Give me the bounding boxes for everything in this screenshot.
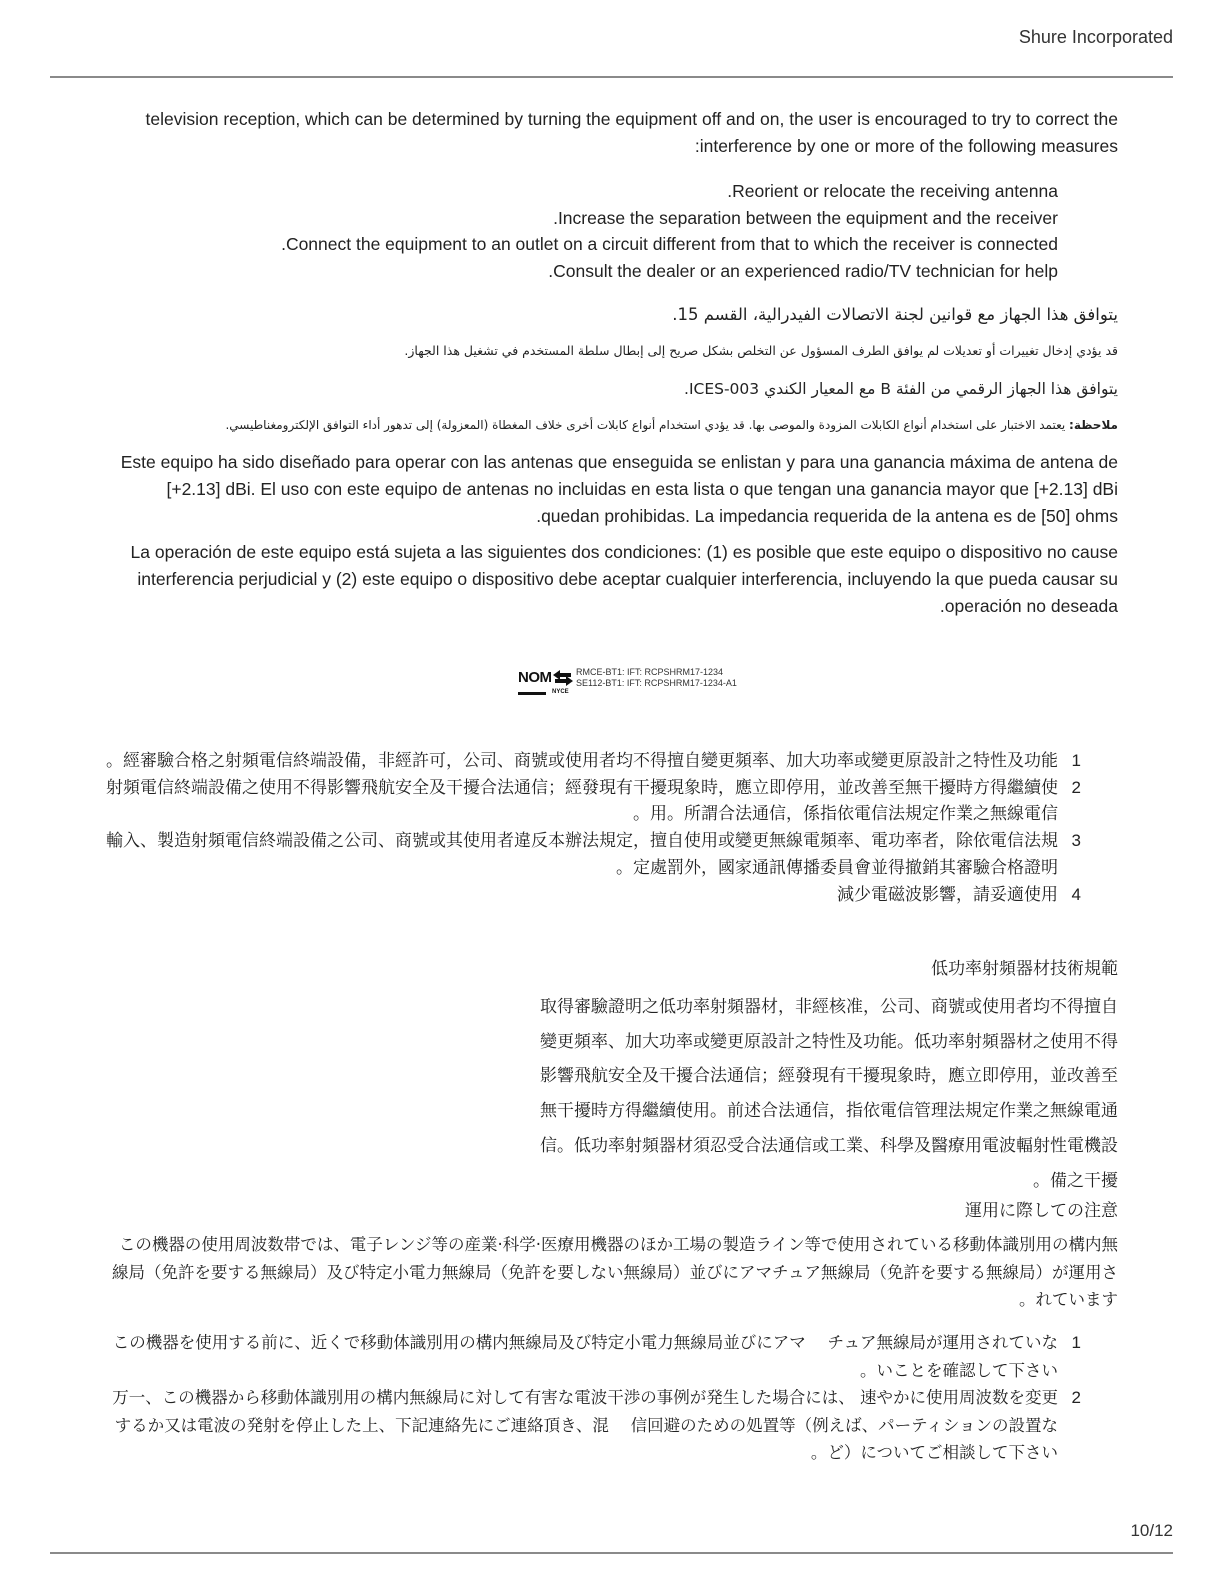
- item-number: 2: [1071, 777, 1081, 797]
- nom-line-2: SE112-BT1: IFT: RCPSHRM17-1234-A1: [576, 678, 737, 688]
- nom-line-1: RMCE-BT1: IFT: RCPSHRM17-1234: [576, 667, 724, 677]
- nom-certification-mark: [518, 666, 758, 696]
- arabic-note: [105, 410, 1118, 440]
- list-item: [105, 1329, 1118, 1384]
- list-item: Increase the separation between the equipment and the receiver.: [553, 207, 1058, 228]
- nyce-label: NYCE: [552, 689, 569, 694]
- taiwan-rules-list: [105, 748, 1118, 908]
- fcc-measures-list: [105, 178, 1058, 284]
- fcc-intro-paragraph: television reception, which can be determined by turning the equipment off and on, the user is encouraged to try to correct the interference by one or more of the following measures:: [145, 109, 1118, 156]
- item-text: 輸入、製造射頻電信終端設備之公司、商號或其使用者違反本辦法規定，擅自使用或變更無線電頻率、電功率者，除依電信法規定處罰外，國家通訊傳播委員會並得撤銷其審驗合格證明。: [106, 831, 1058, 878]
- header-divider: [50, 76, 1173, 78]
- header-company-name: Shure Incorporated: [1018, 27, 1173, 47]
- item-number: 1: [1071, 1333, 1081, 1352]
- arabic-note-text: يعتمد الاختبار على استخدام أنواع الكابلات المزودة والموصى بها. قد يؤدي استخدام أنواع كابلات أخرى خلاف المغطاة (المعزولة) إلى تدهور أداء التوافق الإلكترومغناطيسي.: [225, 418, 1066, 432]
- japan-section-title: 運用に際しての注意: [965, 1201, 1118, 1221]
- taiwan-low-power-paragraph: 取得審驗證明之低功率射頻器材，非經核准，公司、商號或使用者均不得擅自變更頻率、加大功率或變更原設計之特性及功能。低功率射頻器材之使用不得影響飛航安全及干擾合法通信；經發現有干擾現象時，應立即停用，並改善至無干擾時方得繼續使用。前述合法通信，指依電信管理法規定作業之無線電通信。低功率射頻器材須忍受合法通信或工業、科學及醫療用電波輻射性電機設備之干擾。: [540, 997, 1118, 1191]
- nom-certificate-numbers: [576, 667, 737, 689]
- nyce-logo-icon: [551, 666, 575, 699]
- item-text: 經審驗合格之射頻電信終端設備，非經許可，公司、商號或使用者均不得擅自變更頻率、加大功率或變更原設計之特性及功能。: [106, 751, 1058, 771]
- arabic-modifications-warning: قد يؤدي إدخال تغييرات أو تعديلات لم يوافق الطرف المسؤول عن التخلص بشكل صريح إلى إبطال سلطة المستخدم في تشغيل هذا الجهاز.: [404, 343, 1118, 358]
- footer-divider: [50, 1552, 1173, 1554]
- japan-rules-list: [105, 1329, 1118, 1467]
- list-item: Consult the dealer or an experienced radio/TV technician for help.: [548, 260, 1058, 281]
- item-text: 万一、この機器から移動体識別用の構内無線局に対して有害な電波干渉の事例が発生した場合には、 速やかに使用周波数を変更するか又は電波の発射を停止した上、下記連絡先にご連絡頂き、混 信回避のための処置等（例えば、パーティションの設置など）についてご相談して下さい。: [112, 1388, 1058, 1462]
- taiwan-section-title: 低功率射頻器材技術規範: [931, 959, 1118, 979]
- page-number: 10/12: [1130, 1521, 1173, 1540]
- item-number: 2: [1071, 1388, 1081, 1407]
- item-text: 射頻電信終端設備之使用不得影響飛航安全及干擾合法通信；經發現有干擾現象時，應立即停用，並改善至無干擾時方得繼續使用。所謂合法通信，係指依電信法規定作業之無線電信。: [106, 777, 1058, 825]
- nom-logo: NOM: [518, 668, 546, 695]
- list-item: [105, 748, 1118, 775]
- list-item: [105, 828, 1118, 881]
- japan-intro-paragraph: この機器の使用周波数帯では、電子レンジ等の産業·科学·医療用機器のほか工場の製造ライン等で使用されている移動体識別用の構内無線局（免許を要する無線局）及び特定小電力無線局（免許を要しない無線局）並びにアマチュア無線局（免許を要する無線局）が運用されています。: [111, 1235, 1118, 1309]
- arabic-note-label: ملاحظة:: [1069, 418, 1118, 432]
- item-number: 3: [1071, 831, 1081, 851]
- spanish-antenna-paragraph: Este equipo ha sido diseñado para operar con las antenas que enseguida se enlistan y para una ganancia máxima de antena de [+2.13] dBi. El uso con este equipo de antenas no incluidas en esta lista o que tengan una ganancia mayor que [+2.13] dBi quedan prohibidas. La impedancia requerida de la antena es de [50] ohms.: [120, 452, 1118, 526]
- item-text: 減少電磁波影響，請妥適使用: [837, 884, 1058, 905]
- spanish-conditions-paragraph: La operación de este equipo está sujeta a las siguientes dos condiciones: (1) es posible que este equipo o dispositivo no cause interferencia perjudicial y (2) este equipo o dispositivo debe aceptar cualquier interferencia, incluyendo la que pueda causar su operación no deseada.: [130, 542, 1118, 616]
- item-number: 1: [1071, 751, 1081, 770]
- list-item: [105, 882, 1118, 909]
- list-item: Reorient or relocate the receiving antenna.: [727, 181, 1058, 201]
- list-item: Connect the equipment to an outlet on a circuit different from that to which the receiver is connected.: [281, 234, 1058, 254]
- list-item: [105, 775, 1118, 828]
- item-text: この機器を使用する前に、近くで移動体識別用の構内無線局及び特定小電力無線局並びにアマ チュア無線局が運用されていないことを確認して下さい。: [112, 1333, 1058, 1380]
- arabic-fcc-statement: يتوافق هذا الجهاز مع قوانين لجنة الاتصالات الفيدرالية، القسم 15.: [672, 305, 1118, 324]
- list-item: [105, 1384, 1118, 1467]
- item-number: 4: [1071, 884, 1081, 904]
- arabic-ices-statement: يتوافق هذا الجهاز الرقمي من الفئة B مع المعيار الكندي ICES-003.: [684, 380, 1118, 398]
- regulatory-text: [105, 106, 1118, 620]
